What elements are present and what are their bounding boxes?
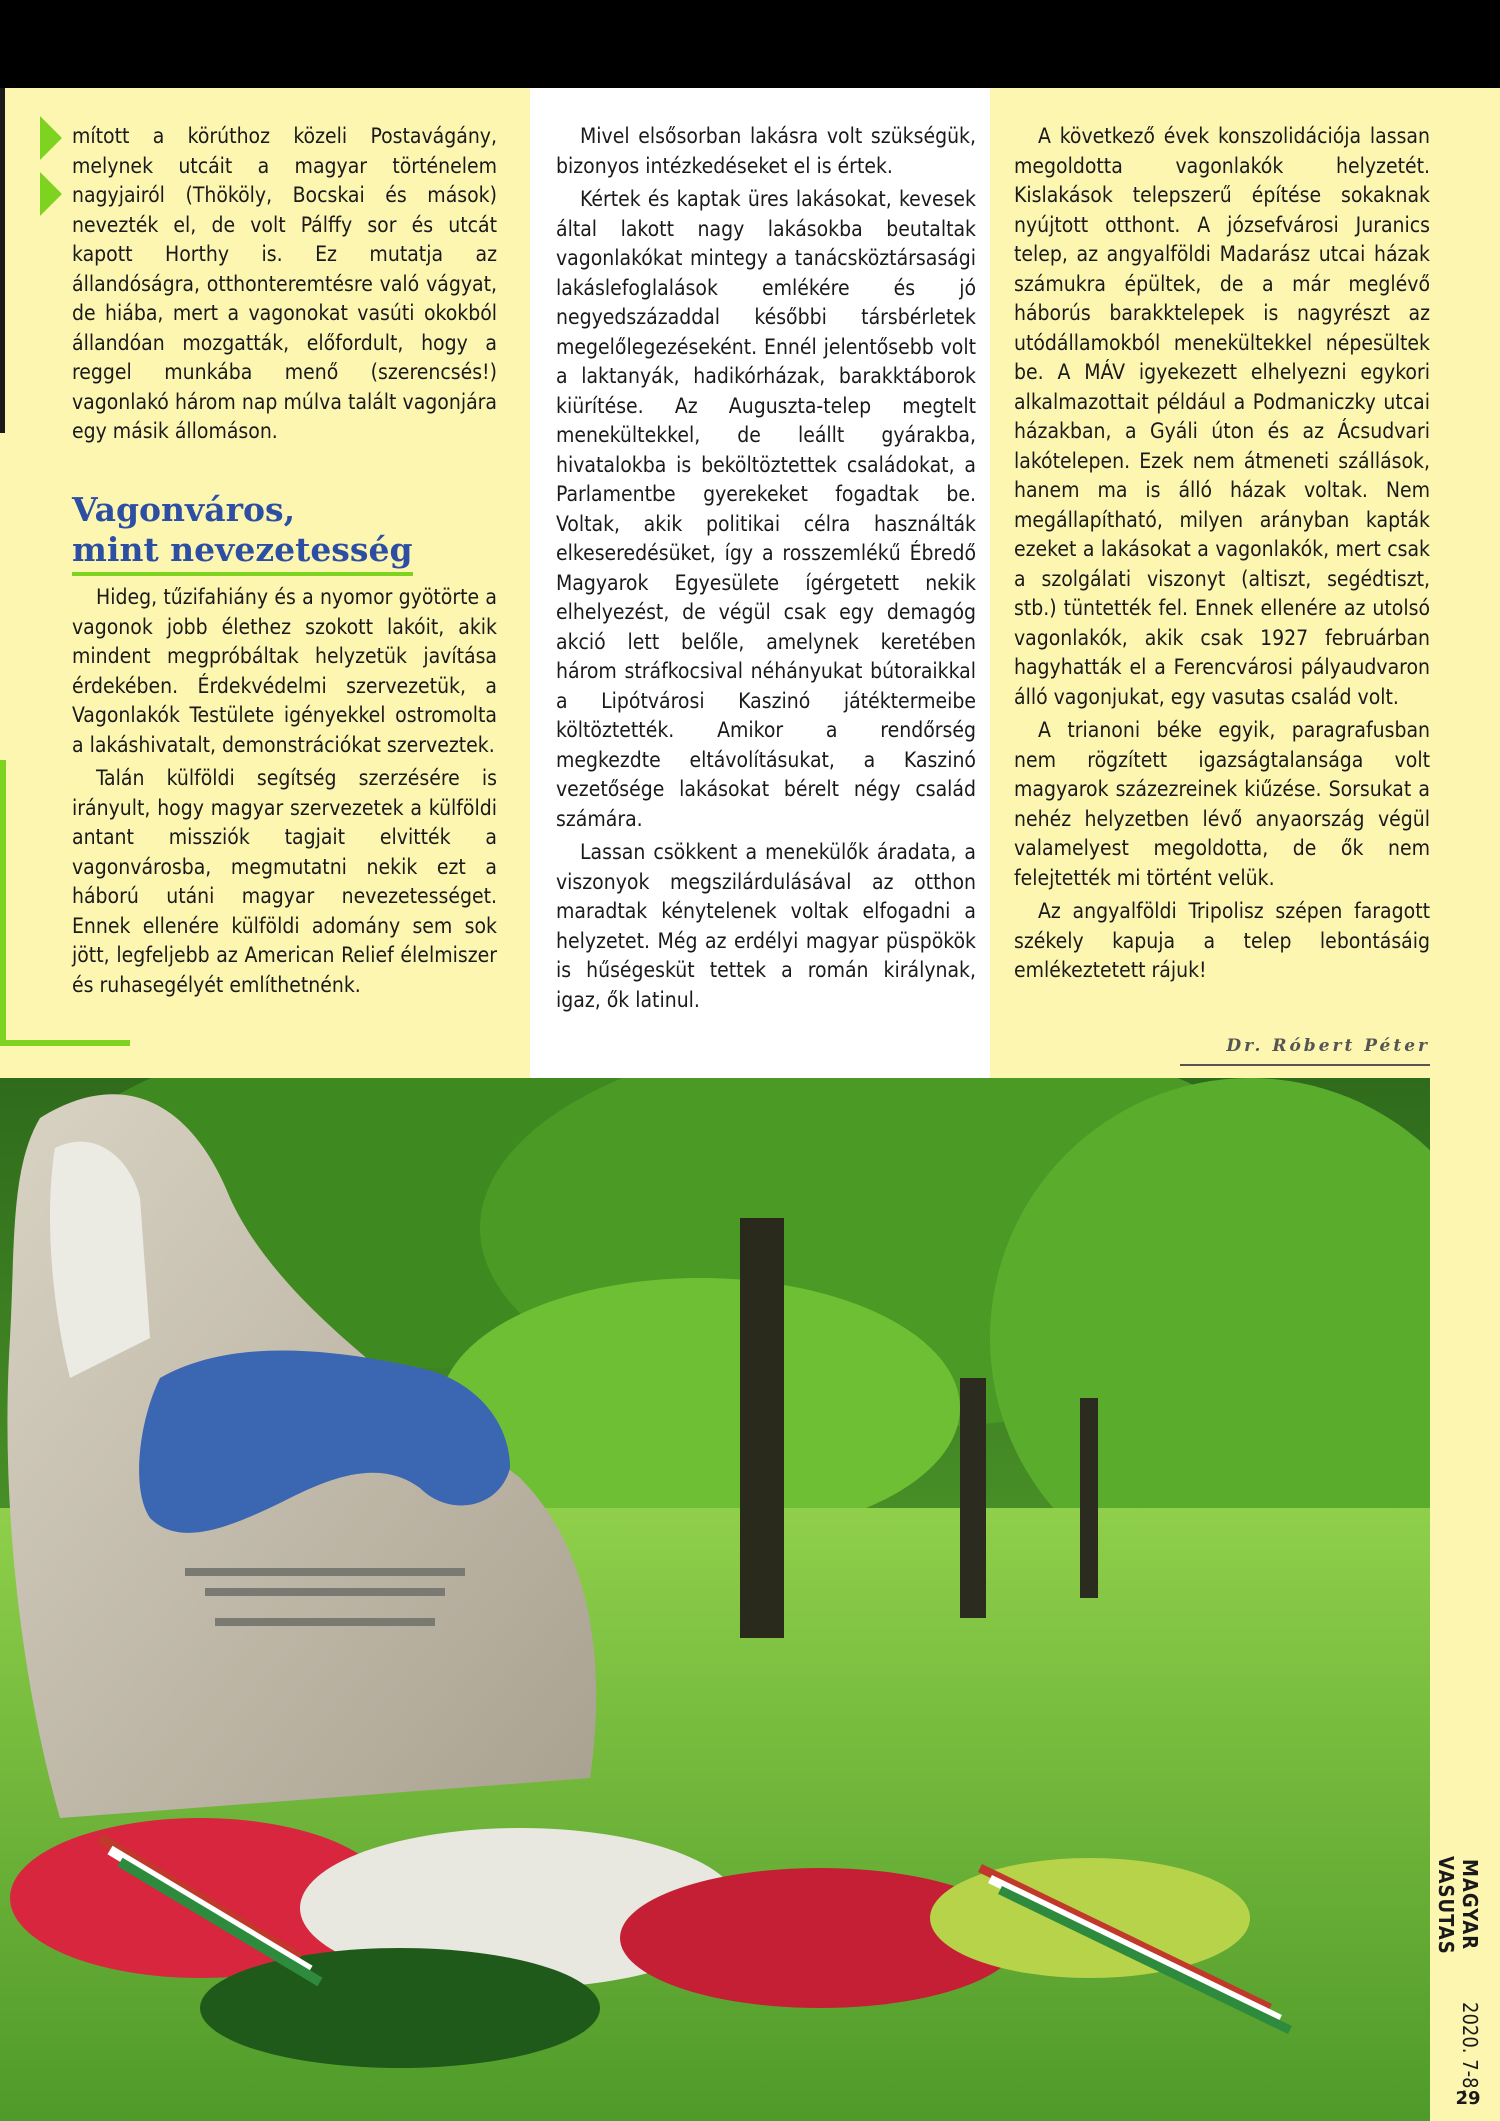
- left-edge-bar: [0, 88, 5, 433]
- paragraph: Lassan csökkent a menekülők áradata, a viszonyok megszilárdulásával az otthon maradtak kénytelenek voltak elfogadni a helyzetet. Még az erdélyi magyar püspökök is hűségesküt tettek a román királynak, igaz, ők latinul.: [556, 840, 976, 1012]
- paragraph: Talán külföldi segítség szerzésére is irányult, hogy magyar szervezetek a külföldi antant missziók tagjait elvitték a vagonvárosba, megmutatni nekik ezt a háború utáni magyar nevezetességet. Ennek ellenére külföldi adomány sem sok jött, legfeljebb az American Relief élelmiszer és ruhasegélyét említhetnénk.: [72, 766, 497, 997]
- memorial-photo: [0, 1078, 1430, 2121]
- section-heading: [72, 490, 497, 576]
- green-accent-line: [0, 1040, 130, 1046]
- column-2-body: [556, 122, 976, 1019]
- sidebar-label: [1434, 1810, 1482, 2100]
- paragraph: Az angyalföldi Tripolisz szépen faragott székely kapuja a telep lebontásáig emlékeztetett rájuk!: [1014, 899, 1430, 982]
- green-arrow-icon: [40, 116, 62, 160]
- paragraph: A trianoni béke egyik, paragrafusban nem rögzített igazságtalansága volt magyarok százezreinek kiűzése. Sorsukat a nehéz helyzetben lévő anyaország végül valamelyest megoldotta, de ők nem felejtették mi történt velük.: [1014, 718, 1430, 890]
- paragraph: Hideg, tűzifahiány és a nyomor gyötörte a vagonok jobb élethez szokott lakóit, akik mindent megpróbáltak helyzetük javítása érdekében. Érdekvédelmi szervezetük, a Vagonlakók Testülete igényekkel ostromolta a lakáshivatalt, demonstrációkat szerveztek.: [72, 585, 497, 757]
- issue-number: 2020. 7-8.: [1458, 2002, 1482, 2095]
- signature-underline: [1180, 1064, 1430, 1066]
- top-black-bar: [0, 0, 1500, 88]
- magazine-title: MAGYAR VASUTAS: [1434, 1855, 1482, 1955]
- heading-line-1: Vagonváros,: [72, 490, 296, 529]
- paragraph: mított a körúthoz közeli Postavágány, melynek utcáit a magyar történelem nagyjairól (Thököly, Bocskai és mások) nevezték el, de volt Pálffy sor és utcát kapott Horthy is. Ez mutatja az állandóságra, otthonteremtésre való vágyat, de hiába, mert a vagonokat vasúti okokból állandóan mozgatták, előfordult, hogy a reggel munkába menő (szerencsés!) vagonlakó három nap múlva talált vagonjára egy másik állomáson.: [72, 124, 497, 443]
- green-arrow-icon: [40, 172, 62, 216]
- column-3-body: [1014, 122, 1430, 990]
- paragraph: A következő évek konszolidációja lassan megoldotta vagonlakók helyzetét. Kislakások telepszerű építése sokaknak nyújtott otthont. A józsefvárosi Juranics telep, az angyalföldi Madarász utcai házak számukra épültek, de a már meglévő háborús barakktelepek is nagyrészt az utódállamokból menekültekkel népesültek be. A MÁV igyekezett elhelyezni egykori alkalmazottait például a Podmaniczky utcai házakban, a Gyáli úton és az Ácsudvari lakótelepen. Ezek nem átmeneti szállások, hanem ma is álló házak voltak. Nem megállapítható, milyen arányban kapták ezeket a lakásokat a vagonlakók, mert csak a szolgálati viszonyt (altiszt, segédtiszt, stb.) tüntették fel. Ennek ellenére az utolsó vagonlakók, akik csak 1927 februárban hagyhatták el a Ferencvárosi pályaudvaron álló vagonjukat, egy vasutas család volt.: [1014, 124, 1430, 709]
- column-1-body: [72, 583, 497, 1004]
- column-1-intro: [72, 122, 497, 451]
- page-number: 29: [1455, 2088, 1481, 2109]
- green-accent-line-vertical: [0, 760, 6, 1046]
- paragraph: Kértek és kaptak üres lakásokat, kevesek által lakott nagy lakásokba beutaltak vagonlakókat mintegy a tanácsköztársasági lakáslefoglalások emlékére és jó negyedszázaddal későbbi társbérletek megelőlegezéseként. Ennél jelentősebb volt a laktanyák, hadikórházak, barakktáborok kiürítése. Az Auguszta-telep megtelt menekültekkel, de leállt gyárakba, hivatalokba is beköltöztettek családokat, a Parlamentbe gyerekeket fogadtak be. Voltak, akik politikai célra használták elkeseredésüket, így a rosszemlékű Ébredő Magyarok Egyesülete ígérgetett nekik elhelyezést, de végül csak egy demagóg akció lett belőle, amelynek keretében három stráfkocsival néhányukat bútoraikkal a Lipótvárosi Kaszinó játéktermeibe költöztették. Amikor a rendőrség megkezdte eltávolításukat, a Kaszinó vezetősége lakásokat bérelt négy család számára.: [556, 187, 976, 831]
- heading-line-2: mint nevezetesség: [72, 530, 413, 576]
- paragraph: Mivel elsősorban lakásra volt szükségük, bizonyos intézkedéseket el is értek.: [556, 124, 976, 178]
- author-signature: Dr. Róbert Péter: [1226, 1036, 1430, 1056]
